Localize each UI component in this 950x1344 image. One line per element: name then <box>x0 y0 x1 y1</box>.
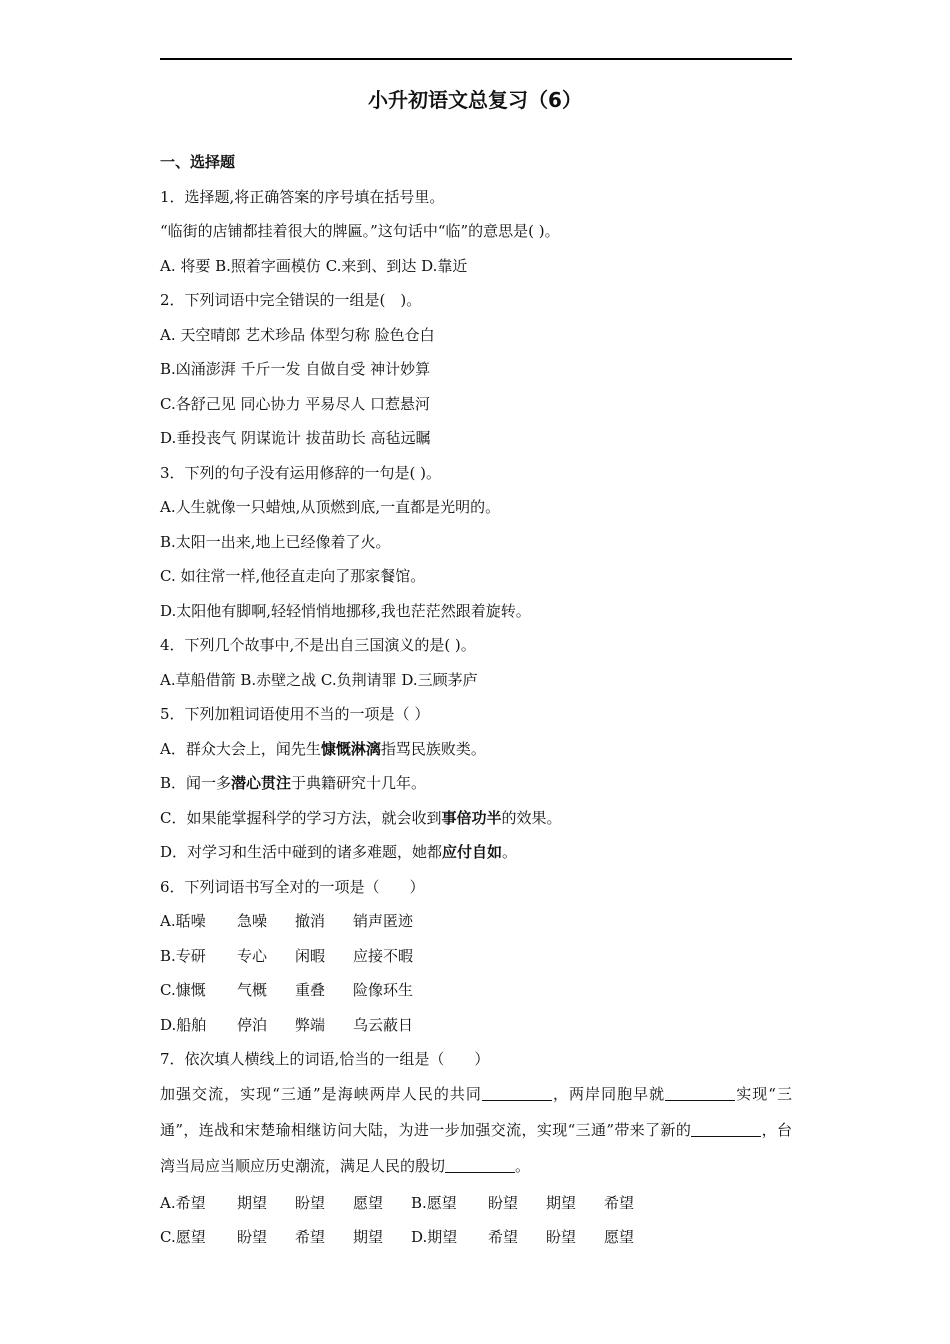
q5-option-text: 于典籍研究十几年。 <box>291 774 427 792</box>
q6-word: 乌云蔽日 <box>353 1016 414 1034</box>
q7-option-label: C.愿望 <box>160 1228 206 1246</box>
q6-word: 险像环生 <box>353 981 414 999</box>
q5-option-text: 的效果。 <box>501 809 562 827</box>
fill-blank <box>665 1084 735 1101</box>
q3-option: C. 如往常一样,他径直走向了那家餐馆。 <box>160 567 426 585</box>
q6-word: 销声匿迹 <box>353 912 414 930</box>
q5-option-text: D．对学习和生活中碰到的诸多难题，她都 <box>160 843 443 861</box>
q5-bold-term: 应付自如 <box>442 843 503 861</box>
q6-option <box>160 945 413 967</box>
q5-bold-term: 慷慨淋漓 <box>320 740 381 758</box>
q5-bold-term: 潜心贯注 <box>231 774 292 792</box>
fill-blank <box>482 1084 552 1101</box>
q7-word: 期望 <box>237 1194 268 1212</box>
q6-option <box>160 979 413 1001</box>
q7-option-label: D.期望 <box>411 1228 458 1246</box>
q6-option-label: D.船舶 <box>160 1016 207 1034</box>
q2-option: A. 天空晴郎 艺术珍品 体型匀称 脸色仓白 <box>160 326 435 344</box>
header-rule <box>160 58 792 60</box>
q3-option: B.太阳一出来,地上已经像着了火。 <box>160 533 391 551</box>
q7-word: 希望 <box>295 1228 326 1246</box>
page-title: 小升初语文总复习（6） <box>368 88 582 112</box>
fill-blank <box>445 1156 515 1173</box>
q1-sentence: “临街的店铺都挂着很大的牌匾。”这句话中“临”的意思是( )。 <box>160 222 560 240</box>
q7-options-row <box>160 1226 634 1248</box>
q7-passage-text: 。 <box>515 1157 531 1175</box>
q6-word: 闲暇 <box>295 947 326 965</box>
q6-option <box>160 910 413 932</box>
q5-option <box>160 738 486 760</box>
q5-option-text: 。 <box>502 843 518 861</box>
q7-word: 希望 <box>604 1194 635 1212</box>
q5-option-text: 指骂民族败类。 <box>380 740 486 758</box>
q3-option: D.太阳他有脚啊,轻轻悄悄地挪移,我也茫茫然跟着旋转。 <box>160 602 531 620</box>
q6-stem: 6．下列词语书写全对的一项是（ ） <box>160 878 425 896</box>
q7-word: 盼望 <box>546 1228 577 1246</box>
q3-stem: 3．下列的句子没有运用修辞的一句是( )。 <box>160 464 442 482</box>
q1-stem: 1．选择题,将正确答案的序号填在括号里。 <box>160 188 445 206</box>
q7-word: 盼望 <box>237 1228 268 1246</box>
q5-bold-term: 事倍功半 <box>441 809 502 827</box>
q7-passage-text: 实现“三通”，连战和宋楚瑜相继访问大陆，为进一步加强交流，实现“三通”带来了新的 <box>160 1085 793 1139</box>
q7-word: 期望 <box>546 1194 577 1212</box>
q6-option-label: C.慷慨 <box>160 981 206 999</box>
section-heading: 一、选择题 <box>160 153 236 171</box>
q7-option-label: B.愿望 <box>411 1194 457 1212</box>
q6-word: 应接不暇 <box>353 947 414 965</box>
q5-option <box>160 772 426 794</box>
q6-option-label: B.专研 <box>160 947 206 965</box>
q7-word: 盼望 <box>488 1194 519 1212</box>
q6-option-label: A.聒噪 <box>160 912 206 930</box>
q6-word: 弊端 <box>295 1016 326 1034</box>
q5-option-text: C．如果能掌握科学的学习方法，就会收到 <box>160 809 442 827</box>
q7-word: 盼望 <box>295 1194 326 1212</box>
q5-stem: 5．下列加粗词语使用不当的一项是（ ） <box>160 705 430 723</box>
q7-passage-text: ，台湾当局应当顺应历史潮流，满足人民的殷切 <box>160 1121 792 1175</box>
q7-option-label: A.希望 <box>160 1194 206 1212</box>
q1-options: A. 将要 B.照着字画模仿 C.来到、到达 D.靠近 <box>160 257 468 275</box>
q5-option <box>160 841 517 863</box>
q6-word: 撤消 <box>295 912 326 930</box>
q6-word: 重叠 <box>295 981 326 999</box>
q2-stem: 2．下列词语中完全错误的一组是( )。 <box>160 291 422 309</box>
q6-word: 停泊 <box>237 1016 268 1034</box>
q7-word: 愿望 <box>353 1194 384 1212</box>
q6-word: 气概 <box>237 981 268 999</box>
q6-word: 专心 <box>237 947 268 965</box>
q4-options: A.草船借箭 B.赤壁之战 C.负荆请罪 D.三顾茅庐 <box>160 671 478 689</box>
q7-passage <box>160 1076 792 1184</box>
q5-option-text: A．群众大会上，闻先生 <box>160 740 321 758</box>
q5-option <box>160 807 562 829</box>
q2-option: B.凶涌澎湃 千斤一发 自做自受 神计妙算 <box>160 360 431 378</box>
q2-option: D.垂投丧气 阴谋诡计 拔苗助长 高毡远瞩 <box>160 429 431 447</box>
q7-word: 希望 <box>488 1228 519 1246</box>
q3-option: A.人生就像一只蜡烛,从顶燃到底,一直都是光明的。 <box>160 498 501 516</box>
q2-option: C.各舒己见 同心协力 平易尽人 口惹悬河 <box>160 395 431 413</box>
q7-passage-text: ，两岸同胞早就 <box>551 1085 666 1103</box>
q7-passage-text: 加强交流，实现“三通”是海峡两岸人民的共同 <box>160 1085 482 1103</box>
q6-option <box>160 1014 413 1036</box>
fill-blank <box>691 1120 761 1137</box>
q4-stem: 4．下列几个故事中,不是出自三国演义的是( )。 <box>160 636 476 654</box>
q7-stem: 7．依次填人横线上的词语,恰当的一组是（ ） <box>160 1050 490 1068</box>
q7-word: 愿望 <box>604 1228 635 1246</box>
q6-word: 急噪 <box>237 912 268 930</box>
q5-option-text: B．闻一多 <box>160 774 232 792</box>
q7-word: 期望 <box>353 1228 384 1246</box>
q7-options-row <box>160 1192 634 1214</box>
